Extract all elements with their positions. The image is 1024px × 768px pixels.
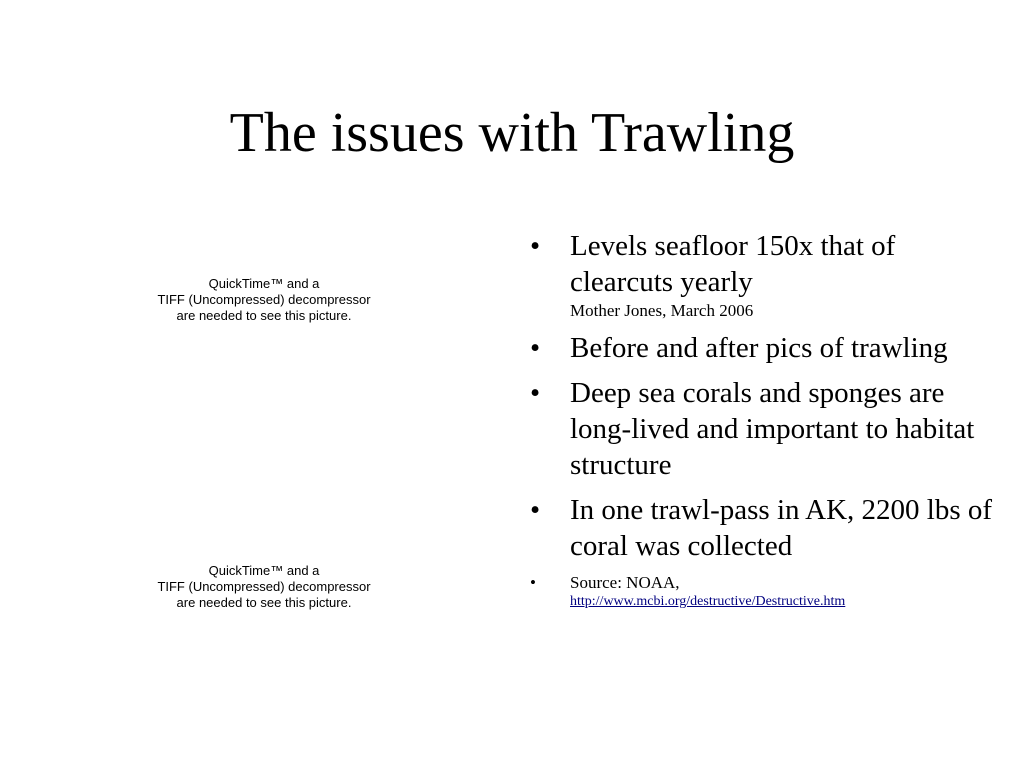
source-link[interactable]: http://www.mcbi.org/destructive/Destructive.htm xyxy=(570,594,846,609)
quicktime-placeholder-top xyxy=(124,276,404,324)
bullet-icon: • xyxy=(530,230,541,262)
bullet-text: In one trawl-pass in AK, 2200 lbs of coral was collected xyxy=(570,494,993,562)
bullet-item xyxy=(530,330,1000,366)
bullet-item xyxy=(530,375,1000,483)
bullet-icon: • xyxy=(530,494,541,526)
placeholder-line: QuickTime™ and a xyxy=(208,563,320,578)
source-label: Source: NOAA, xyxy=(570,573,680,592)
placeholder-line: are needed to see this picture. xyxy=(176,595,352,610)
slide-title: The issues with Trawling xyxy=(229,102,795,164)
placeholder-line: TIFF (Uncompressed) decompressor xyxy=(157,579,371,594)
placeholder-line: are needed to see this picture. xyxy=(176,308,352,323)
placeholder-line: QuickTime™ and a xyxy=(208,276,320,291)
placeholder-line: TIFF (Uncompressed) decompressor xyxy=(157,292,371,307)
bullet-text: Levels seafloor 150x that of clearcuts yearly xyxy=(570,230,896,298)
bullet-item xyxy=(530,228,1000,321)
bullet-citation: Mother Jones, March 2006 xyxy=(570,301,754,320)
source-item xyxy=(530,573,1000,611)
bullet-icon: • xyxy=(530,332,541,364)
bullet-icon: • xyxy=(530,573,536,592)
bullet-icon: • xyxy=(530,377,541,409)
bullet-text: Before and after pics of trawling xyxy=(570,332,948,364)
bullet-text: Deep sea corals and sponges are long-lived and important to habitat structure xyxy=(570,377,975,481)
bullet-item xyxy=(530,492,1000,564)
bullet-list xyxy=(530,228,1000,611)
quicktime-placeholder-bottom xyxy=(124,563,404,611)
